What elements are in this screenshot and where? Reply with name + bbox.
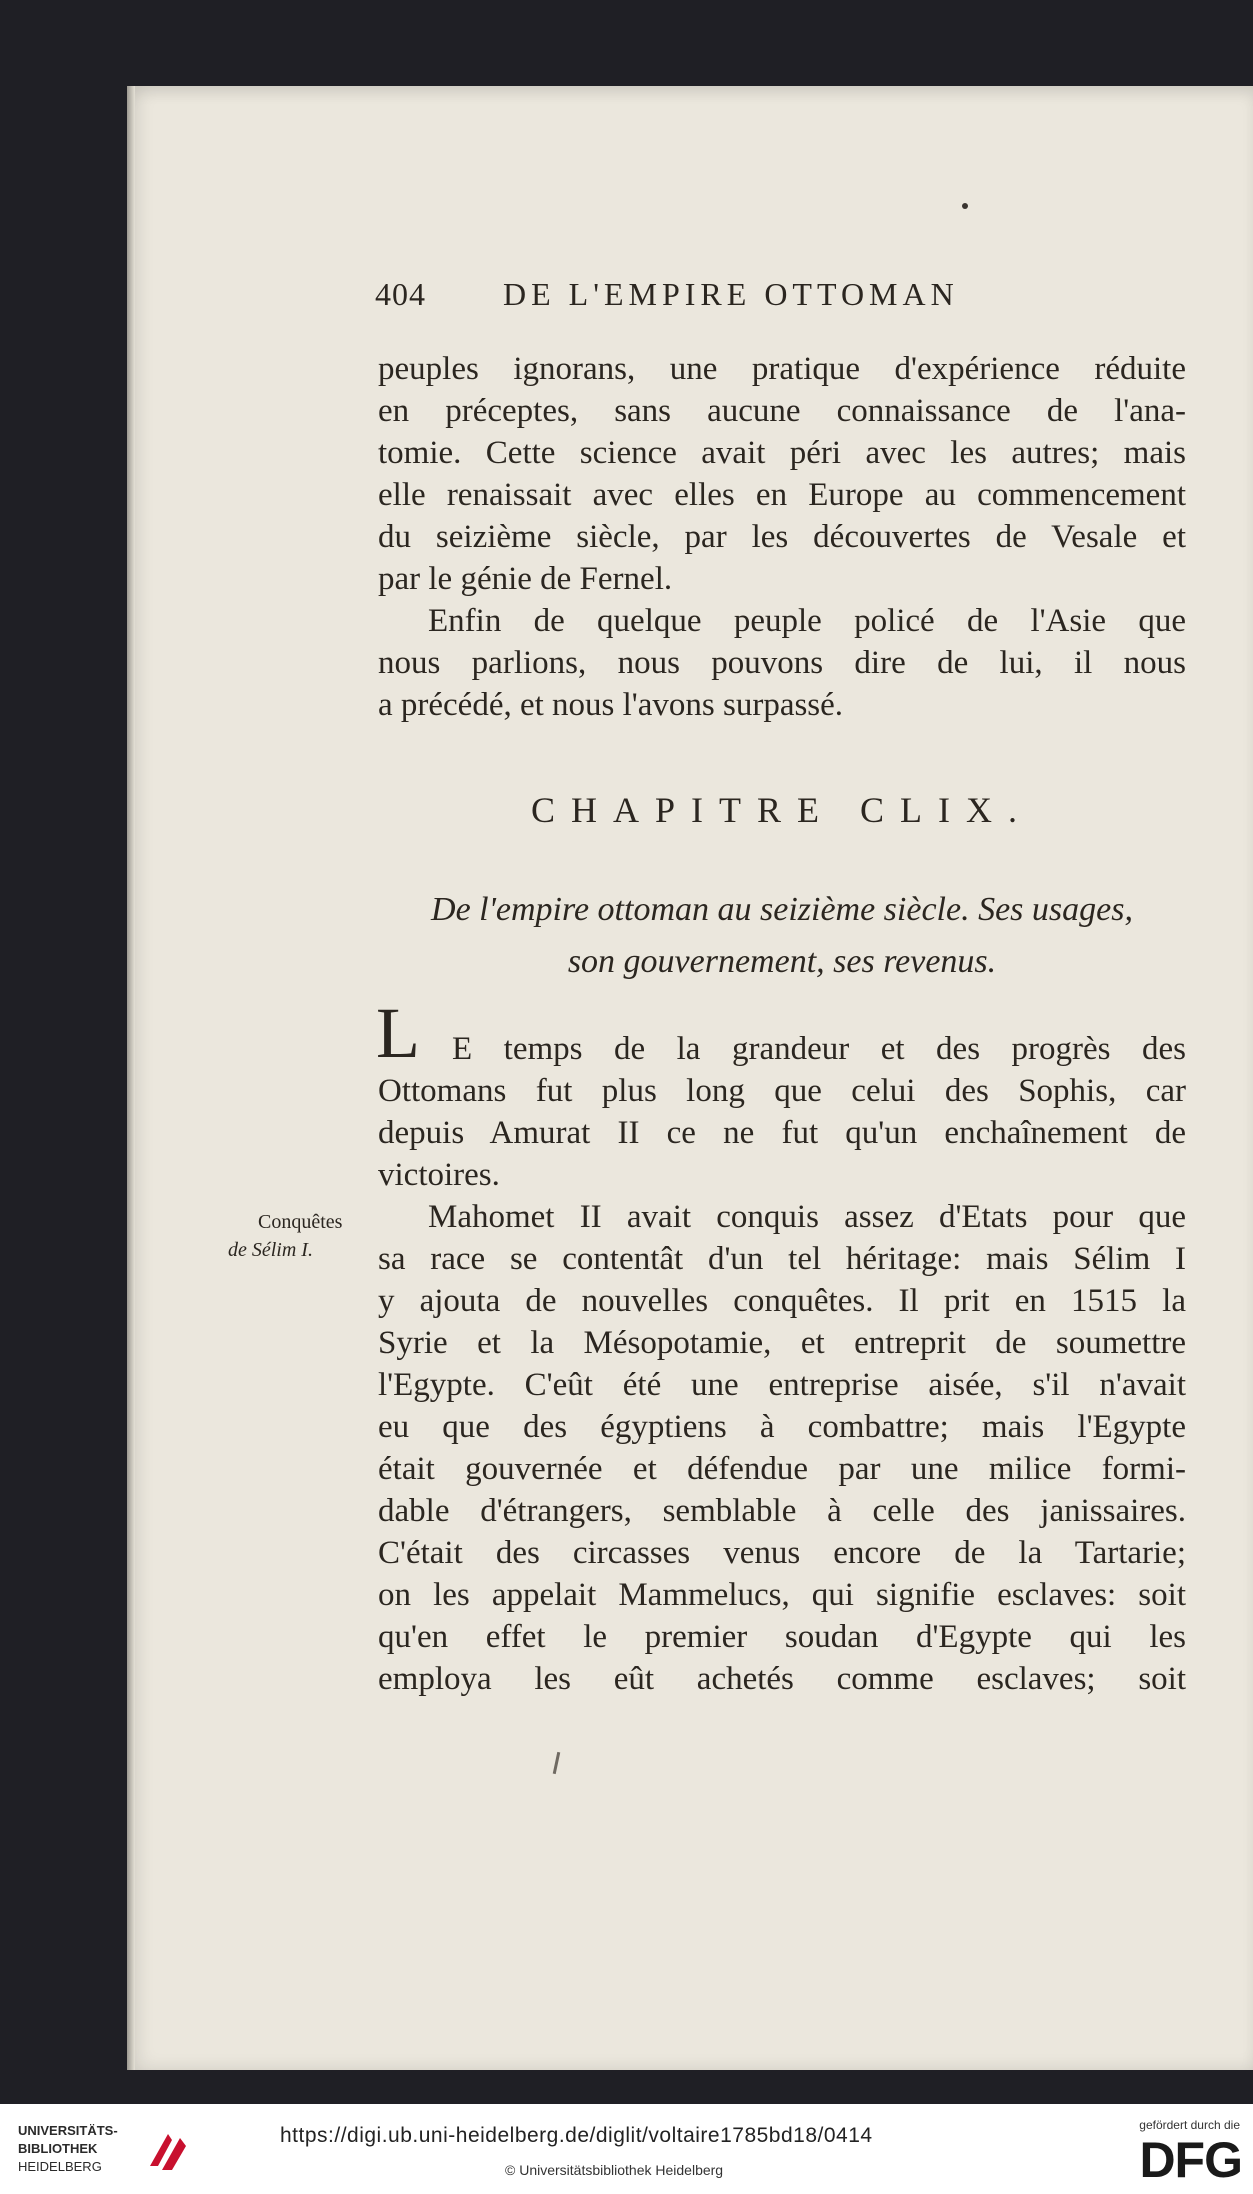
text-line: Ottomans fut plus long que celui des Sophis, car	[378, 1073, 1186, 1109]
margin-note: Conquêtes	[258, 1211, 343, 1233]
text-line: y ajouta de nouvelles conquêtes. Il prit en 1515 la	[378, 1283, 1186, 1319]
library-name-line: HEIDELBERG	[18, 2159, 102, 2174]
text-line: sa race se contentât d'un tel héritage: mais Sélim I	[378, 1241, 1186, 1277]
text-line: peuples ignorans, une pratique d'expérience réduite	[378, 351, 1186, 387]
running-head-title: DE L'EMPIRE OTTOMAN	[503, 276, 959, 312]
text-line: du seizième siècle, par les découvertes de Vesale et	[378, 519, 1186, 555]
text-line: victoires.	[378, 1157, 500, 1193]
text-line: Enfin de quelque peuple policé de l'Asie que	[428, 603, 1186, 639]
text-line: employa les eût achetés comme esclaves; soit	[378, 1661, 1186, 1697]
text-line: E temps de la grandeur et des progrès des	[452, 1031, 1186, 1067]
copyright-notice: © Universitätsbibliothek Heidelberg	[505, 2162, 724, 2178]
library-name-line: BIBLIOTHEK	[18, 2141, 98, 2156]
text-line: qu'en effet le premier soudan d'Egypte qui les	[378, 1619, 1186, 1655]
text-line: eu que des égyptiens à combattre; mais l'Egypte	[378, 1409, 1186, 1445]
text-line: elle renaissait avec elles en Europe au commencement	[378, 477, 1186, 513]
text-line: Syrie et la Mésopotamie, et entreprit de soumettre	[378, 1325, 1186, 1361]
margin-note: de Sélim I.	[228, 1239, 313, 1261]
library-emblem-icon	[146, 2126, 192, 2176]
page-number: 404	[375, 276, 426, 312]
running-head	[375, 272, 1055, 320]
text-line: tomie. Cette science avait péri avec les autres; mais	[378, 435, 1186, 471]
drop-cap: L	[376, 993, 420, 1073]
text-line: nous parlions, nous pouvons dire de lui, il nous	[378, 645, 1186, 681]
text-line: a précédé, et nous l'avons surpassé.	[378, 687, 844, 723]
viewer-footer	[0, 2104, 1253, 2194]
text-line: depuis Amurat II ce ne fut qu'un enchaînement de	[378, 1115, 1186, 1151]
text-line: dable d'étrangers, semblable à celle des janissaires.	[378, 1493, 1186, 1529]
library-name-line: UNIVERSITÄTS-	[18, 2123, 118, 2138]
text-line: C'était des circasses venus encore de la Tartarie;	[378, 1535, 1186, 1571]
chapter-subtitle: son gouvernement, ses revenus.	[567, 943, 997, 980]
text-line: par le génie de Fernel.	[378, 561, 673, 597]
page-url-link[interactable]: https://digi.ub.uni-heidelberg.de/diglit/voltaire1785bd18/0414	[280, 2124, 873, 2147]
page-edge-shadow	[127, 86, 135, 2070]
chapter-heading: CHAPITRE CLIX.	[531, 790, 1033, 830]
library-logo[interactable]	[18, 2120, 178, 2182]
text-line: on les appelait Mammelucs, qui signifie esclaves: soit	[378, 1577, 1186, 1613]
ink-speck	[962, 203, 968, 209]
chapter-subtitle: De l'empire ottoman au seizième siècle. Ses usages,	[431, 891, 1133, 928]
text-line: Mahomet II avait conquis assez d'Etats pour que	[428, 1199, 1186, 1235]
funding-label: gefördert durch die	[1139, 2118, 1240, 2132]
text-line: était gouvernée et défendue par une milice formi-	[378, 1451, 1186, 1487]
dfg-logo[interactable]: DFG	[1139, 2132, 1242, 2188]
text-line: en préceptes, sans aucune connaissance de l'ana-	[378, 393, 1186, 429]
text-line: l'Egypte. C'eût été une entreprise aisée, s'il n'avait	[378, 1367, 1186, 1403]
